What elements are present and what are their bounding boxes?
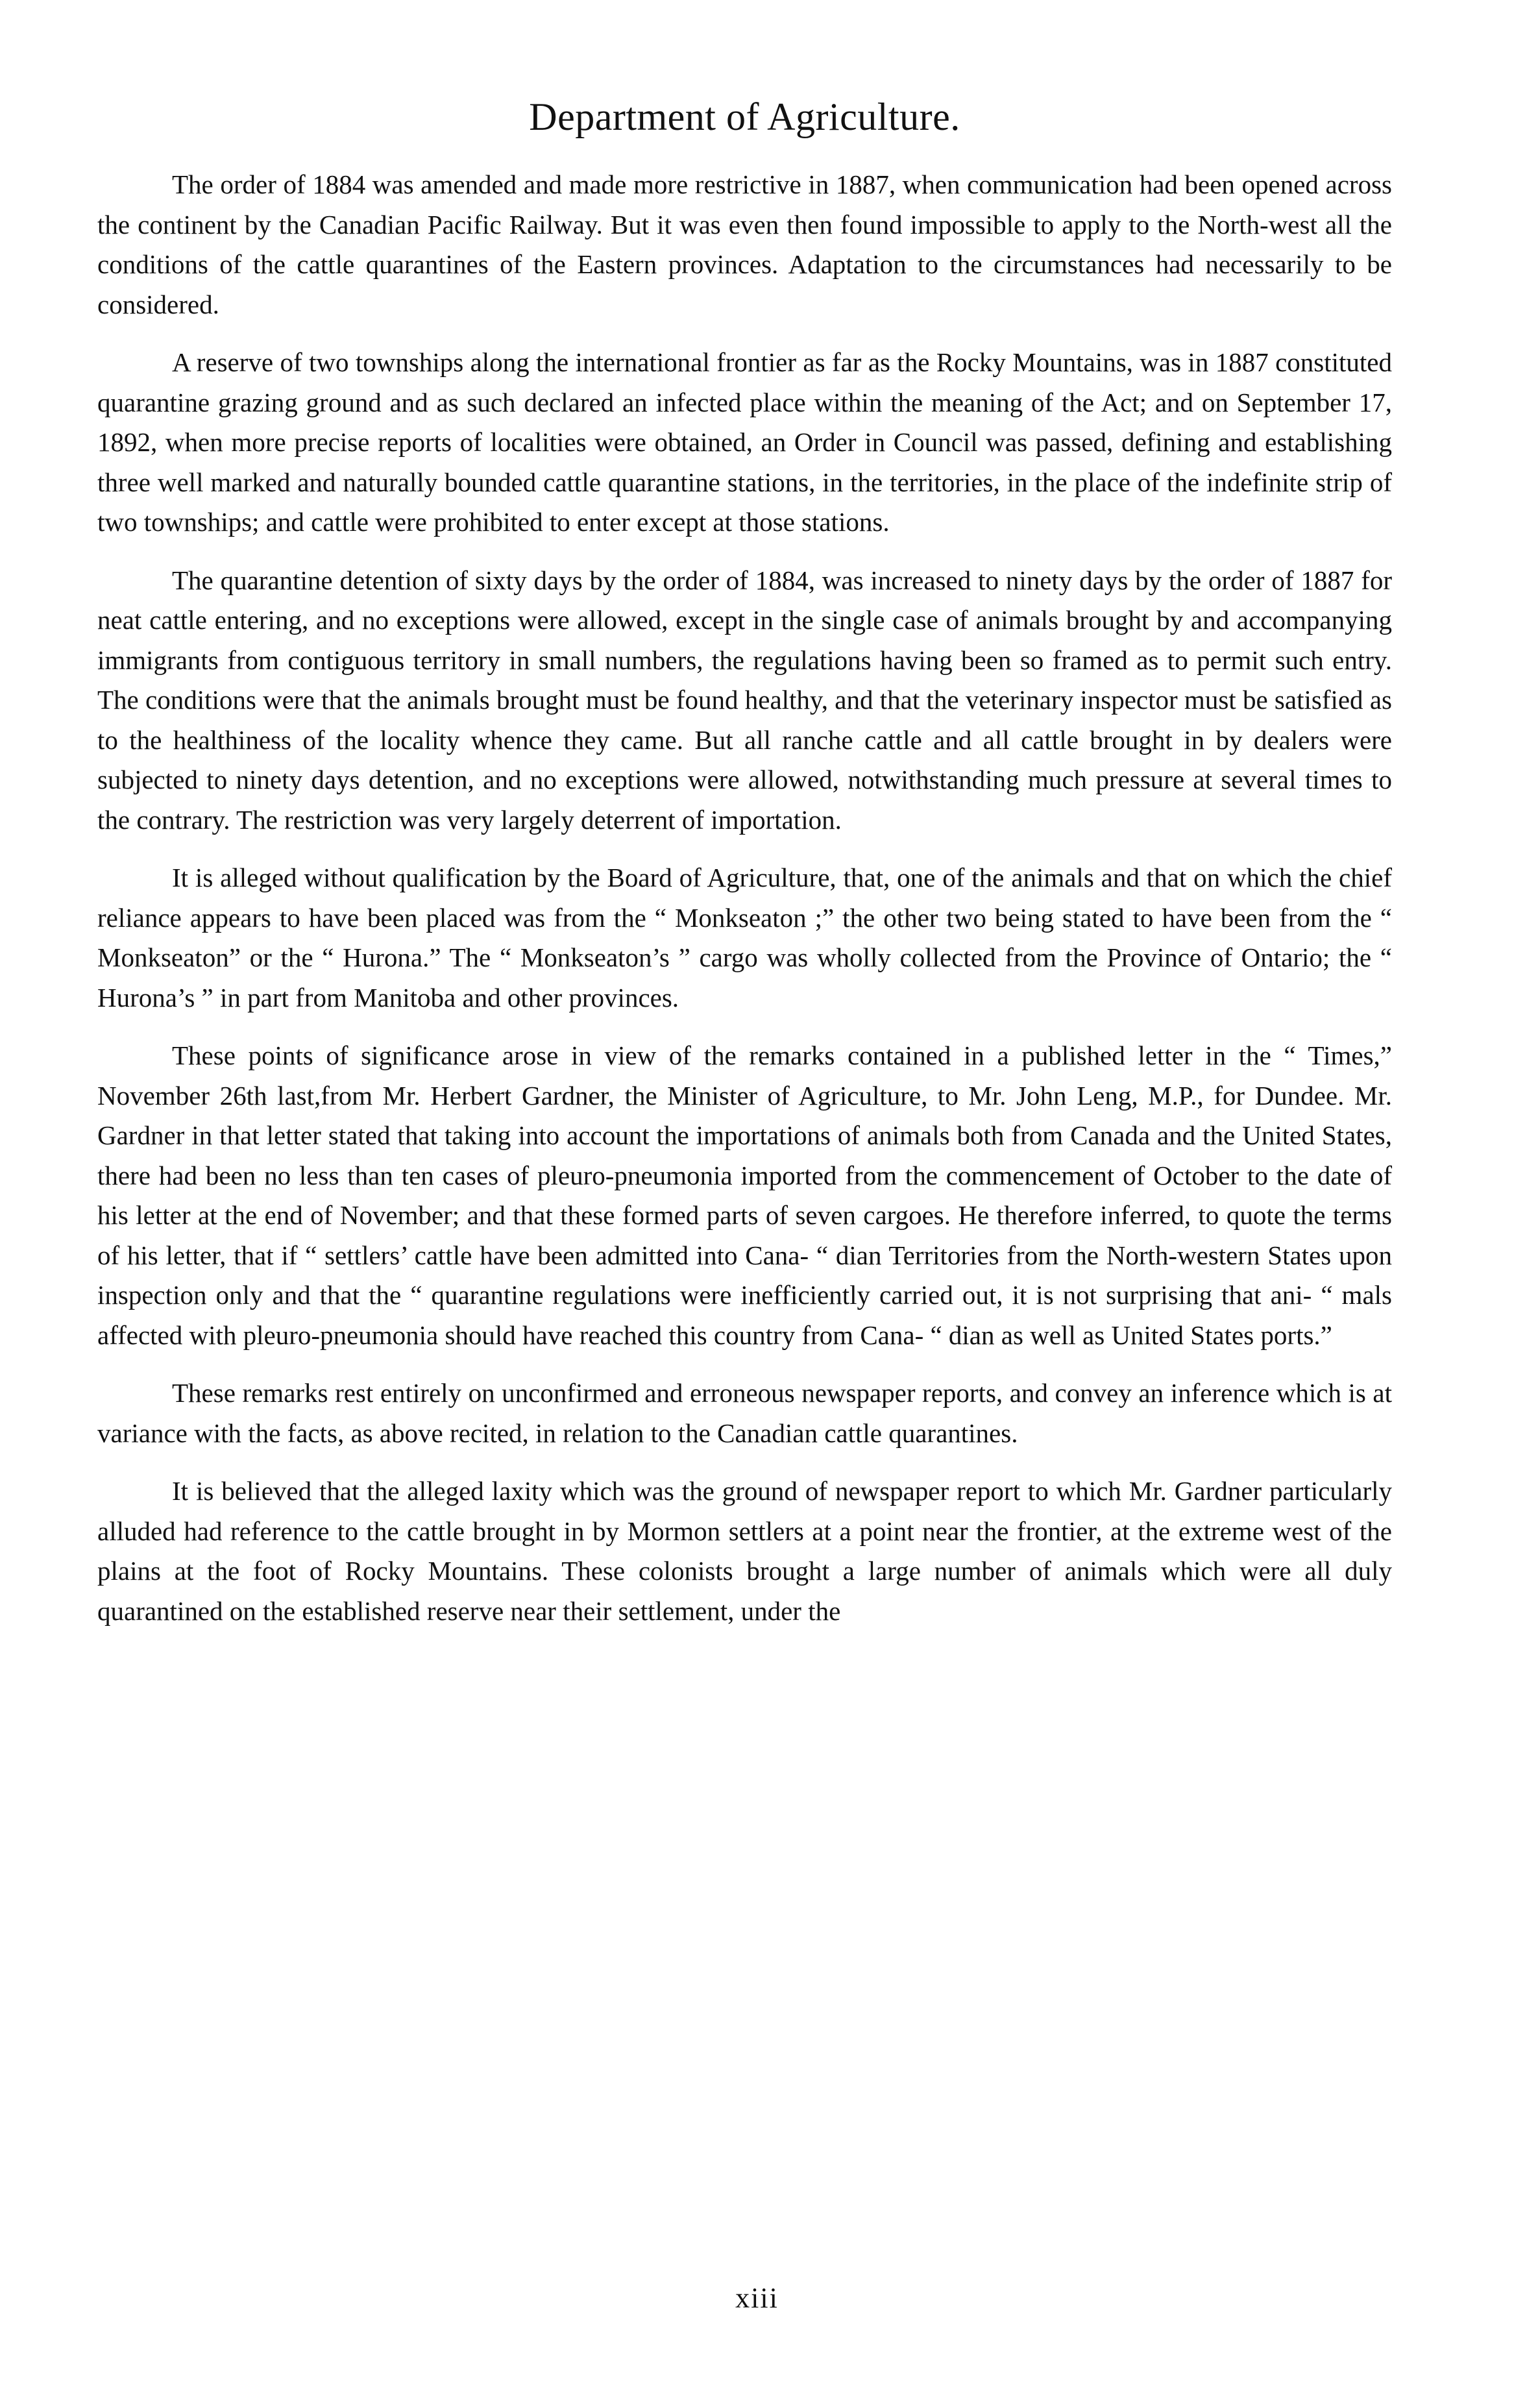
paragraph-unconfirmed-reports: These remarks rest entirely on unconfirmed and erroneous newspaper reports, and convey an inference which is at variance with the facts, as above recited, in relation to the Canadian cattle quarantines. <box>97 1378 1392 1448</box>
page-body <box>97 91 1392 1649</box>
paragraph-order-of-1884: The order of 1884 was amended and made more restrictive in 1887, when communication had been opened across the continent by the Canadian Pacific Railway. But it was even then found impossible to apply to the North-west all the conditions of the cattle quarantines of the Eastern provinces. Adaptation to the circumstances had necessarily to be considered. <box>97 169 1392 319</box>
page-title: Department of Agriculture. <box>529 95 960 138</box>
paragraph-quarantine-detention: The quarantine detention of sixty days by the order of 1884, was increased to ninety days by the order of 1887 for neat cattle entering, and no exceptions were allowed, except in the single case of animals brought by and accompanying immigrants from contiguous territory in small numbers, the regulations having been so framed as to permit such entry. The conditions were that the animals brought must be found healthy, and that the veterinary inspector must be satisfied as to the healthiness of the locality whence they came. But all ranche cattle and all cattle brought in by dealers were subjected to ninety days detention, and no exceptions were allowed, notwithstanding much pressure at several times to the contrary. The restriction was very largely deterrent of importation. <box>97 565 1392 835</box>
paragraph-reserve-of-townships: A reserve of two townships along the international frontier as far as the Rocky Mountains, was in 1887 constituted quarantine grazing ground and as such declared an infected place within the meaning of the Act; and on September 17, 1892, when more precise reports of localities were obtained, an Order in Council was passed, defining and establishing three well marked and naturally bounded cattle quarantine stations, in the territories, in the place of the indefinite strip of two townships; and cattle were prohibited to enter except at those stations. <box>97 347 1392 537</box>
paragraph-gardner-letter: These points of significance arose in view of the remarks contained in a published letter in the “ Times,” November 26th last,from Mr. Herbert Gardner, the Minister of Agriculture, to Mr. John Leng, M.P., for Dundee. Mr. Gardner in that letter stated that taking into account the importations of animals both from Canada and the United States, there had been no less than ten cases of pleuro-pneumonia imported from the commencement of October to the date of his letter at the end of November; and that these formed parts of seven cargoes. He therefore inferred, to quote the terms of his letter, that if “ settlers’ cattle have been admitted into Cana- “ dian Territories from the North-western States upon inspection only and that the “ quarantine regulations were inefficiently carried out, it is not surprising that ani- “ mals affected with pleuro-pneumonia should have reached this country from Cana- “ dian as well as United States ports.” <box>97 1040 1392 1350</box>
paragraph-board-of-agriculture: It is alleged without qualification by the Board of Agriculture, that, one of the animals and that on which the chief reliance appears to have been placed was from the “ Monkseaton ;” the other two being stated to have been from the “ Monkseaton” or the “ Hurona.” The “ Monkseaton’s ” cargo was wholly collected from the Province of Ontario; the “ Hurona’s ” in part from Manitoba and other provinces. <box>97 863 1392 1013</box>
paragraph-mormon-settlers: It is believed that the alleged laxity which was the ground of newspaper report to which Mr. Gardner particularly alluded had reference to the cattle brought in by Mormon settlers at a point near the frontier, at the extreme west of the plains at the foot of Rocky Mountains. These colonists brought a large number of animals which were all duly quarantined on the established reserve near their settlement, under the <box>97 1476 1392 1626</box>
page-number: xiii <box>735 2282 779 2314</box>
